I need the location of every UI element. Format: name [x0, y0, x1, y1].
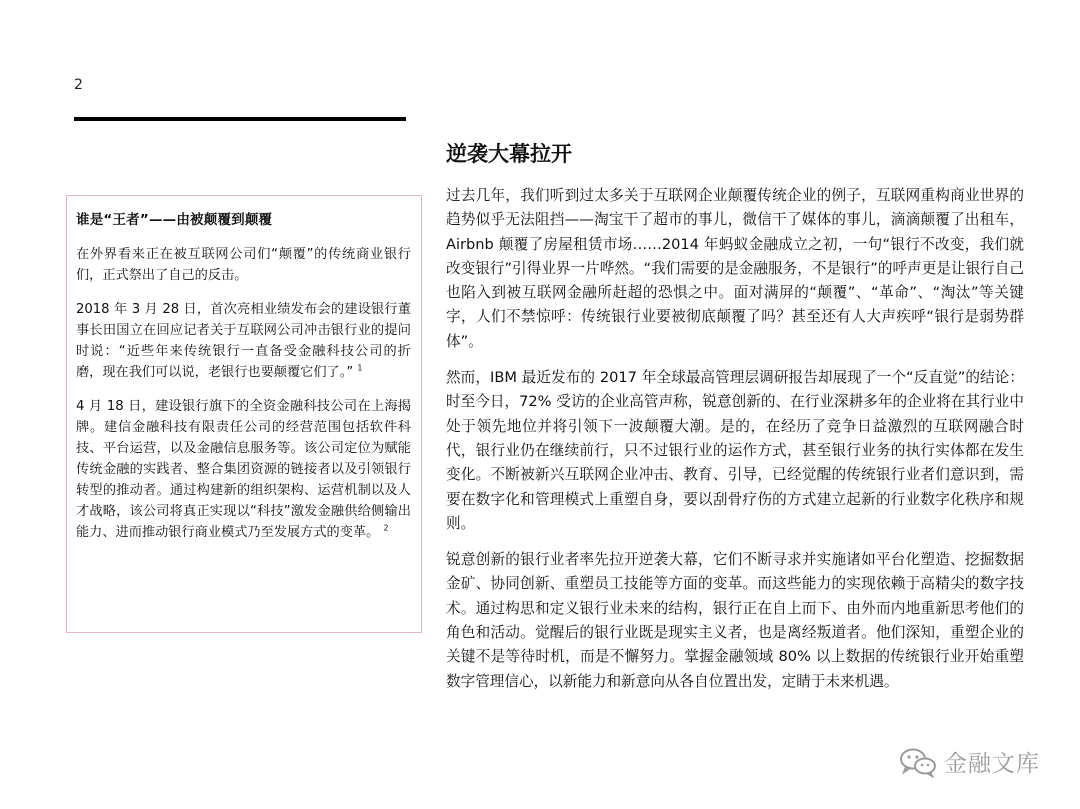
sidebar-box	[66, 195, 422, 633]
top-rule	[74, 117, 406, 121]
watermark-label: 金融文库	[944, 751, 1040, 777]
main-paragraph-2: 然而，IBM 最近发布的 2017 年全球最高管理层调研报告却展现了一个“反直觉”的结论：时至今日，72% 受访的企业高管声称，锐意创新的、在行业深耕多年的企业将在其行业中处于领先地位并将引领下一波颠覆大潮。是的，在经历了竞争日益激烈的互联网融合时代，银行业仍在继续前行，只不过银行业的运作方式，甚至银行业务的执行实体都在发生变化。不断被新兴互联网企业冲击、教育、引导，已经觉醒的传统银行业者们意识到，需要在数字化和管理模式上重塑自身，要以刮骨疗伤的方式建立起新的行业数字化秩序和规则。	[446, 369, 1024, 532]
main-paragraph-3: 锐意创新的银行业者率先拉开逆袭大幕，它们不断寻求并实施诸如平台化塑造、挖掘数据金矿、协同创新、重塑员工技能等方面的变革。而这些能力的实现依赖于高精尖的数字技术。通过构思和定义银行业未来的结构，银行正在自上而下、由外而内地重新思考他们的角色和活动。觉醒后的银行业既是现实主义者，也是离经叛道者。他们深知，重塑企业的关键不是等待时机，而是不懈努力。掌握金融领域 80% 以上数据的传统银行业开始重塑数字管理信心，以新能力和新意向从各自位置出发，定睛于未来机遇。	[446, 551, 1024, 690]
section-heading: 逆袭大幕拉开	[446, 141, 572, 166]
main-paragraph-1: 过去几年，我们听到过太多关于互联网企业颠覆传统企业的例子，互联网重构商业世界的趋势似乎无法阻挡——淘宝干了超市的事儿，微信干了媒体的事儿，滴滴颠覆了出租车，Airbnb 颠覆了房屋租赁市场……2014 年蚂蚁金融成立之初，一句“银行不改变，我们就改变银行”引得业界一片哗然。“我们需要的是金融服务，不是银行”的呼声更是让银行自己也陷入到被互联网金融所赶超的恐惧之中。面对满屏的“颠覆”、“革命”、“淘汰”等关键字，人们不禁惊呼：传统银行业要被彻底颠覆了吗？甚至还有人大声疾呼“银行是弱势群体”。	[446, 187, 1024, 350]
watermark	[898, 745, 1040, 778]
sidebar-paragraph-2: 2018 年 3 月 28 日，首次亮相业绩发布会的建设银行董事长田国立在回应记者关于互联网公司冲击银行业的提问时说：“近些年来传统银行一直备受金融科技公司的折磨，现在我们可以说，老银行也要颠覆它们了。” $^1$	[76, 302, 411, 380]
footnote-ref-1: 1	[357, 363, 363, 373]
page-number: 2	[74, 77, 83, 93]
sidebar-paragraph-3: 4 月 18 日，建设银行旗下的全资金融科技公司在上海揭牌。建信金融科技有限责任公司的经营范围包括软件科技、平台运营，以及金融信息服务等。该公司定位为赋能传统金融的实践者、整合集团资源的链接者以及引领银行转型的推动者。通过构建新的组织架构、运营机制以及人才战略，该公司将真正实现以“科技”激发金融供给侧输出能力、进而推动银行商业模式乃至发展方式的变革。 $^2$	[76, 399, 411, 540]
sidebar-title: 谁是“王者”——由被颠覆到颠覆	[76, 212, 273, 228]
main-body	[446, 184, 1024, 706]
sidebar-paragraph-1: 在外界看来正在被互联网公司们“颠覆”的传统商业银行们，正式祭出了自己的反击。	[76, 247, 411, 283]
footnote-ref-2: 2	[383, 523, 389, 533]
wechat-icon	[898, 746, 938, 778]
